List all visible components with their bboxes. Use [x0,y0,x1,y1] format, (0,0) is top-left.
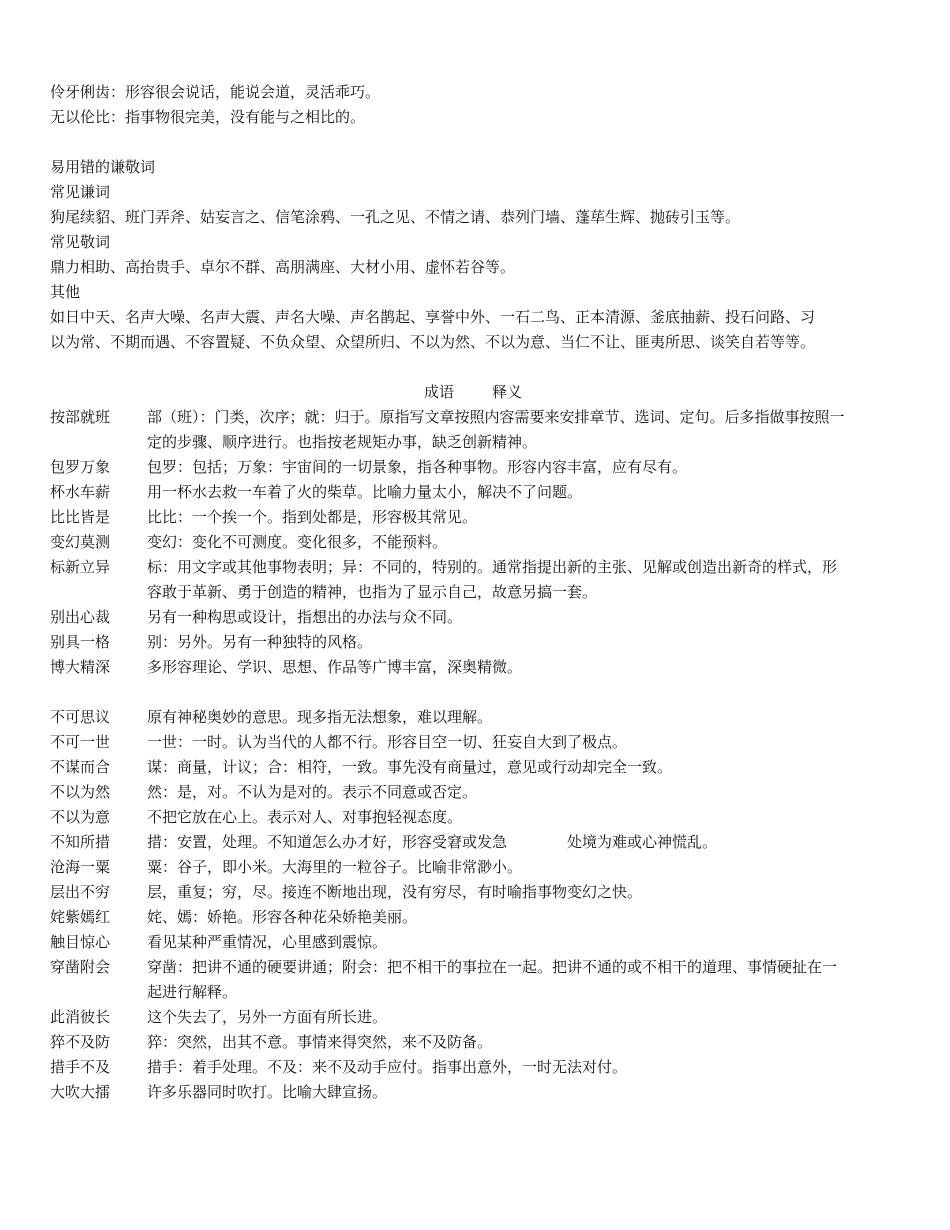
idiom-definition: 用一杯水去救一车着了火的柴草。比喻力量太小，解决不了问题。 [147,483,583,501]
document-page [50,80,850,1105]
idiom-definition: 多形容理论、学识、思想、作品等广博丰富，深奥精微。 [147,658,523,676]
idiom-definition: 穿凿：把讲不通的硬要讲通；附会：把不相干的事拉在一起。把讲不通的或不相干的道理、事情硬扯在一起进行解释。 [147,958,838,1001]
idiom-term: 沧海一粟 [50,858,111,876]
respect-heading: 常见敬词 [50,233,111,251]
humble-heading: 常见谦词 [50,183,111,201]
idiom-definition: 措手：着手处理。不及：来不及动手应付。指事出意外，一时无法对付。 [147,1058,628,1076]
idiom-term: 博大精深 [50,658,111,676]
spacer [50,130,850,155]
idiom-definition: 看见某种严重情况，心里感到震惊。 [147,933,388,951]
idiom-row [50,630,850,655]
idiom-definition: 包罗：包括；万象：宇宙间的一切景象，指各种事物。形容内容丰富，应有尽有。 [147,458,688,476]
intro-line: 伶牙俐齿：形容很会说话，能说会道，灵活乖巧。 [50,83,381,101]
idiom-term: 按部就班 [50,408,111,426]
header-def: 释义 [492,383,523,401]
idiom-row [50,880,850,905]
idiom-definition-part: 措：安置，处理。不知道怎么办才好，形容受窘或发急 [147,833,508,851]
idiom-row [50,555,850,605]
idiom-term: 不可思议 [50,708,111,726]
idiom-definition: 层，重复；穷，尽。接连不断地出现，没有穷尽，有时喻指事物变幻之快。 [147,883,643,901]
header-term: 成语 [424,383,455,401]
other-text: 如日中天、名声大噪、名声大震、声名大噪、声名鹊起、享誉中外、一石二鸟、正本清源、釜底抽薪、投石问路、习以为常、不期而遇、不容置疑、不负众望、众望所归、不以为然、不以为意、当仁不让、匪夷所思、谈笑自若等等。 [50,308,816,351]
idiom-term: 比比皆是 [50,508,111,526]
idiom-term: 别出心裁 [50,608,111,626]
idiom-term: 触目惊心 [50,933,111,951]
idiom-row [50,855,850,880]
idiom-row [50,755,850,780]
idiom-term: 猝不及防 [50,1033,111,1051]
idiom-definition: 许多乐器同时吹打。比喻大肆宣扬。 [147,1083,388,1101]
idiom-term: 姹紫嫣红 [50,908,111,926]
idiom-list-2 [50,705,850,1105]
idiom-definition: 另有一种构思或设计，指想出的办法与众不同。 [147,608,463,626]
idiom-definition: 变幻：变化不可测度。变化很多，不能预料。 [147,533,448,551]
idiom-definition: 猝：突然，出其不意。事情来得突然，来不及防备。 [147,1033,493,1051]
idiom-definition: 比比：一个挨一个。指到处都是，形容极其常见。 [147,508,478,526]
idiom-row [50,505,850,530]
idiom-row [50,730,850,755]
idiom-term: 标新立异 [50,558,111,576]
idiom-row [50,655,850,680]
intro-line: 无以伦比：指事物很完美，没有能与之相比的。 [50,108,366,126]
idiom-row [50,830,850,855]
idiom-list-1 [50,405,850,680]
idiom-row [50,480,850,505]
other-heading: 其他 [50,283,81,301]
idiom-definition: 这个失去了，另外一方面有所长进。 [147,1008,388,1026]
idiom-row [50,905,850,930]
idiom-term: 不可一世 [50,733,111,751]
idiom-row [50,455,850,480]
idiom-definition: 一世：一时。认为当代的人都不行。形容目空一切、狂妄自大到了极点。 [147,733,628,751]
idiom-definition: 谋：商量，计议；合：相符，一致。事先没有商量过，意见或行动却完全一致。 [147,758,673,776]
table-header [50,380,850,405]
spacer [50,680,850,705]
idiom-term: 不谋而合 [50,758,111,776]
idiom-row [50,530,850,555]
idiom-term: 变幻莫测 [50,533,111,551]
idiom-term: 杯水车薪 [50,483,111,501]
idiom-definition: 别：另外。另有一种独特的风格。 [147,633,373,651]
idiom-term: 穿凿附会 [50,958,111,976]
idiom-row [50,780,850,805]
idiom-term: 大吹大擂 [50,1083,111,1101]
idiom-term: 此消彼长 [50,1008,111,1026]
spacer [50,355,850,380]
idiom-term: 措手不及 [50,1058,111,1076]
idiom-term: 不以为然 [50,783,111,801]
idiom-row [50,1030,850,1055]
idiom-row [50,605,850,630]
idiom-row [50,805,850,830]
idiom-row [50,1005,850,1030]
idiom-definition: 部（班）：门类，次序；就：归于。原指写文章按照内容需要来安排章节、选词、定句。后多指做事按照一定的步骤、顺序进行。也指按老规矩办事，缺乏创新精神。 [147,408,845,451]
idiom-row [50,405,850,455]
idiom-definition: 原有神秘奥妙的意思。现多指无法想象，难以理解。 [147,708,493,726]
idiom-term: 层出不穷 [50,883,111,901]
idiom-definition: 姹、嫣：娇艳。形容各种花朵娇艳美丽。 [147,908,418,926]
idiom-definition: 然：是，对。不认为是对的。表示不同意或否定。 [147,783,478,801]
idiom-row [50,705,850,730]
idiom-term: 不知所措 [50,833,111,851]
idiom-definition: 标：用文字或其他事物表明；异：不同的，特别的。通常指提出新的主张、见解或创造出新奇的样式，形容敢于革新、勇于创造的精神，也指为了显示自己，故意另搞一套。 [147,558,838,601]
idiom-row [50,955,850,1005]
section-title: 易用错的谦敬词 [50,158,156,176]
idiom-row [50,930,850,955]
idiom-row [50,1055,850,1080]
idiom-definition: 不把它放在心上。表示对人、对事抱轻视态度。 [147,808,463,826]
humble-text: 狗尾续貂、班门弄斧、姑妄言之、信笔涂鸦、一孔之见、不情之请、恭列门墙、蓬荜生辉、抛砖引玉等。 [50,208,741,226]
idiom-term: 别具一格 [50,633,111,651]
idiom-row [50,1080,850,1105]
idiom-definition [147,830,850,855]
respect-text: 鼎力相助、高抬贵手、卓尔不群、高朋满座、大材小用、虚怀若谷等。 [50,258,516,276]
idiom-definition-tail: 处境为难或心神慌乱。 [567,833,718,851]
idiom-definition: 粟：谷子，即小米。大海里的一粒谷子。比喻非常渺小。 [147,858,523,876]
idiom-term: 不以为意 [50,808,111,826]
idiom-term: 包罗万象 [50,458,111,476]
